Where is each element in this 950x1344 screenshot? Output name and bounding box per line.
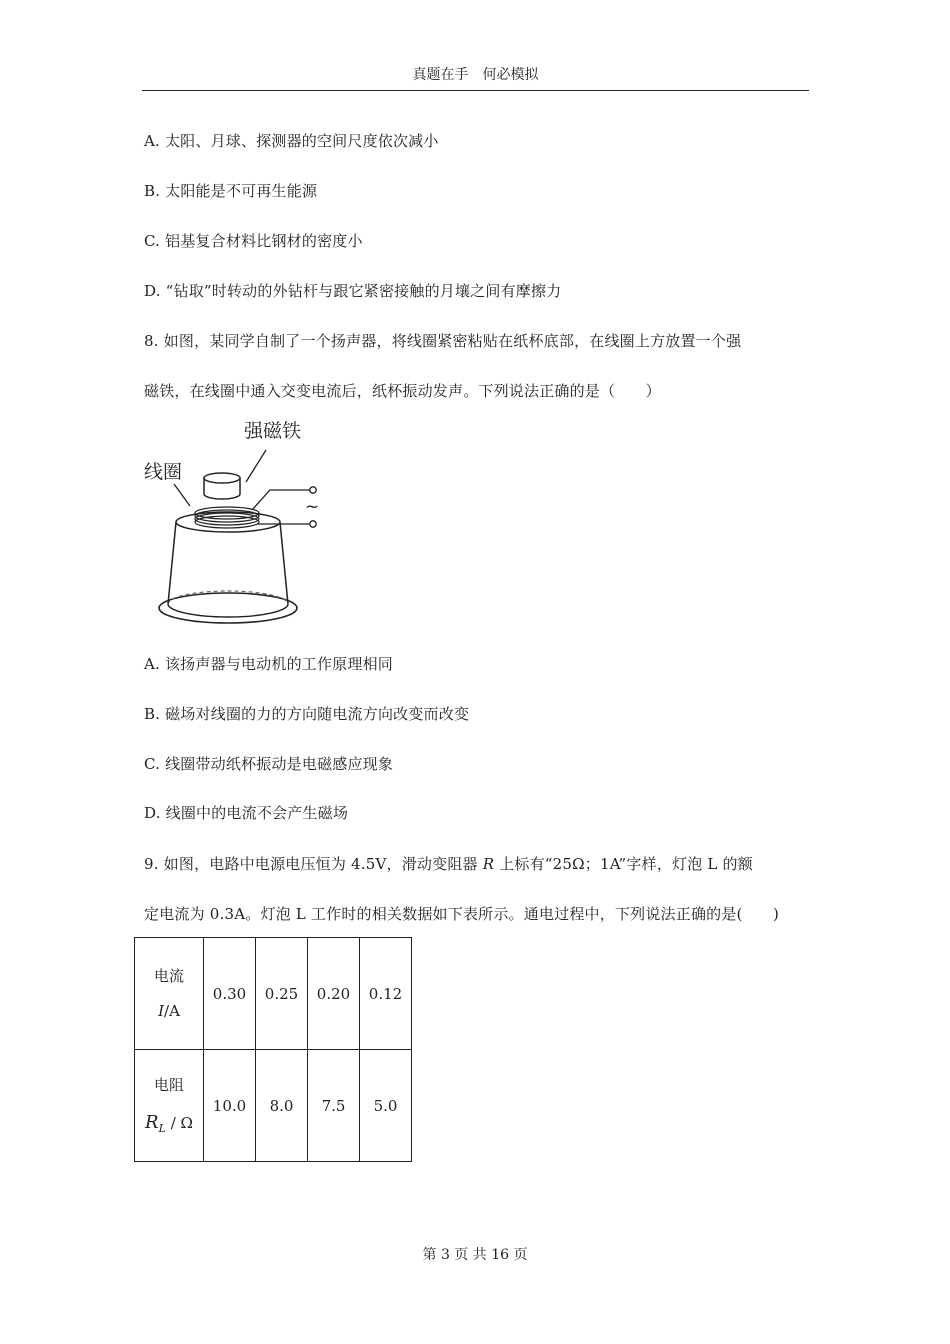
leader-magnet: [246, 450, 266, 482]
table-cell: 0.25: [256, 938, 308, 1050]
page-footer: 第 3 页 共 16 页: [422, 1247, 528, 1263]
current-label: 电流: [153, 967, 184, 985]
terminal-bottom: [310, 521, 316, 527]
current-unit-var: I: [158, 1001, 165, 1020]
table-row-resistance: [135, 1050, 412, 1162]
q9-stem-post: 上标有“25Ω；1A”字样，灯泡 L 的额: [494, 855, 753, 873]
q8-option-b: B. 磁场对线圈的力的方向随电流方向改变而改变: [144, 705, 470, 723]
q9-stem-line1: [144, 853, 753, 874]
current-unit: [135, 994, 203, 1029]
q9-stem-line2: 定电流为 0.3A。灯泡 L 工作时的相关数据如下表所示。通电过程中，下列说法正确的是( ): [144, 905, 780, 923]
table-row-current: [135, 938, 412, 1050]
magnet-top: [204, 473, 240, 483]
wire-top: [252, 490, 310, 510]
q8-option-c: C. 线圈带动纸杯振动是电磁感应现象: [144, 755, 394, 773]
cup-side-right: [280, 522, 288, 604]
current-unit-text: /A: [164, 1001, 180, 1020]
table-cell: 7.5: [308, 1050, 360, 1162]
leader-coil: [174, 484, 190, 506]
q8-option-d: D. 线圈中的电流不会产生磁场: [144, 804, 349, 822]
label-coil: 线圈: [144, 461, 183, 483]
base-ellipse: [159, 593, 297, 623]
table-cell: 8.0: [256, 1050, 308, 1162]
q8-option-a: A. 该扬声器与电动机的工作原理相同: [144, 655, 393, 673]
resistance-label: 电阻: [153, 1075, 184, 1094]
speaker-diagram: [140, 412, 340, 637]
q7-option-c: C. 铝基复合材料比钢材的密度小: [144, 232, 363, 250]
q9-stem-pre: 9. 如图，电路中电源电压恒为 4.5V，滑动变阻器: [144, 855, 483, 873]
ac-symbol: ~: [305, 497, 320, 517]
speaker-figure: [140, 412, 340, 637]
table-cell: 0.20: [308, 938, 360, 1050]
q7-option-d: D. “钻取”时转动的外钻杆与跟它紧密接触的月壤之间有摩擦力: [144, 282, 562, 300]
q8-stem-line1: 8. 如图，某同学自制了一个扬声器，将线圈紧密粘贴在纸杯底部，在线圈上方放置一个强: [144, 332, 742, 350]
table-cell: 10.0: [204, 1050, 256, 1162]
q7-option-b: B. 太阳能是不可再生能源: [144, 182, 318, 200]
q7-option-a: A. 太阳、月球、探测器的空间尺度依次减小: [144, 132, 439, 150]
resistance-unit-sub: L: [158, 1122, 166, 1136]
row-header-resistance: [135, 1050, 204, 1162]
q9-stem-var: R: [482, 855, 495, 873]
page-header: 真题在手 何必模拟: [142, 64, 809, 91]
resistance-unit: [135, 1102, 203, 1143]
cup-rim: [168, 604, 288, 617]
resistance-unit-text: / Ω: [165, 1114, 193, 1133]
table-cell: 0.12: [360, 938, 412, 1050]
resistance-unit-var: R: [145, 1112, 159, 1134]
label-magnet: 强磁铁: [244, 420, 302, 442]
lamp-data-table: [134, 937, 412, 1162]
table-cell: 5.0: [360, 1050, 412, 1162]
table-cell: 0.30: [204, 938, 256, 1050]
row-header-current: [135, 938, 204, 1050]
terminal-top: [310, 487, 316, 493]
q8-stem-line2: 磁铁，在线圈中通入交变电流后，纸杯振动发声。下列说法正确的是（ ）: [144, 382, 661, 400]
cup-side-left: [168, 522, 176, 604]
